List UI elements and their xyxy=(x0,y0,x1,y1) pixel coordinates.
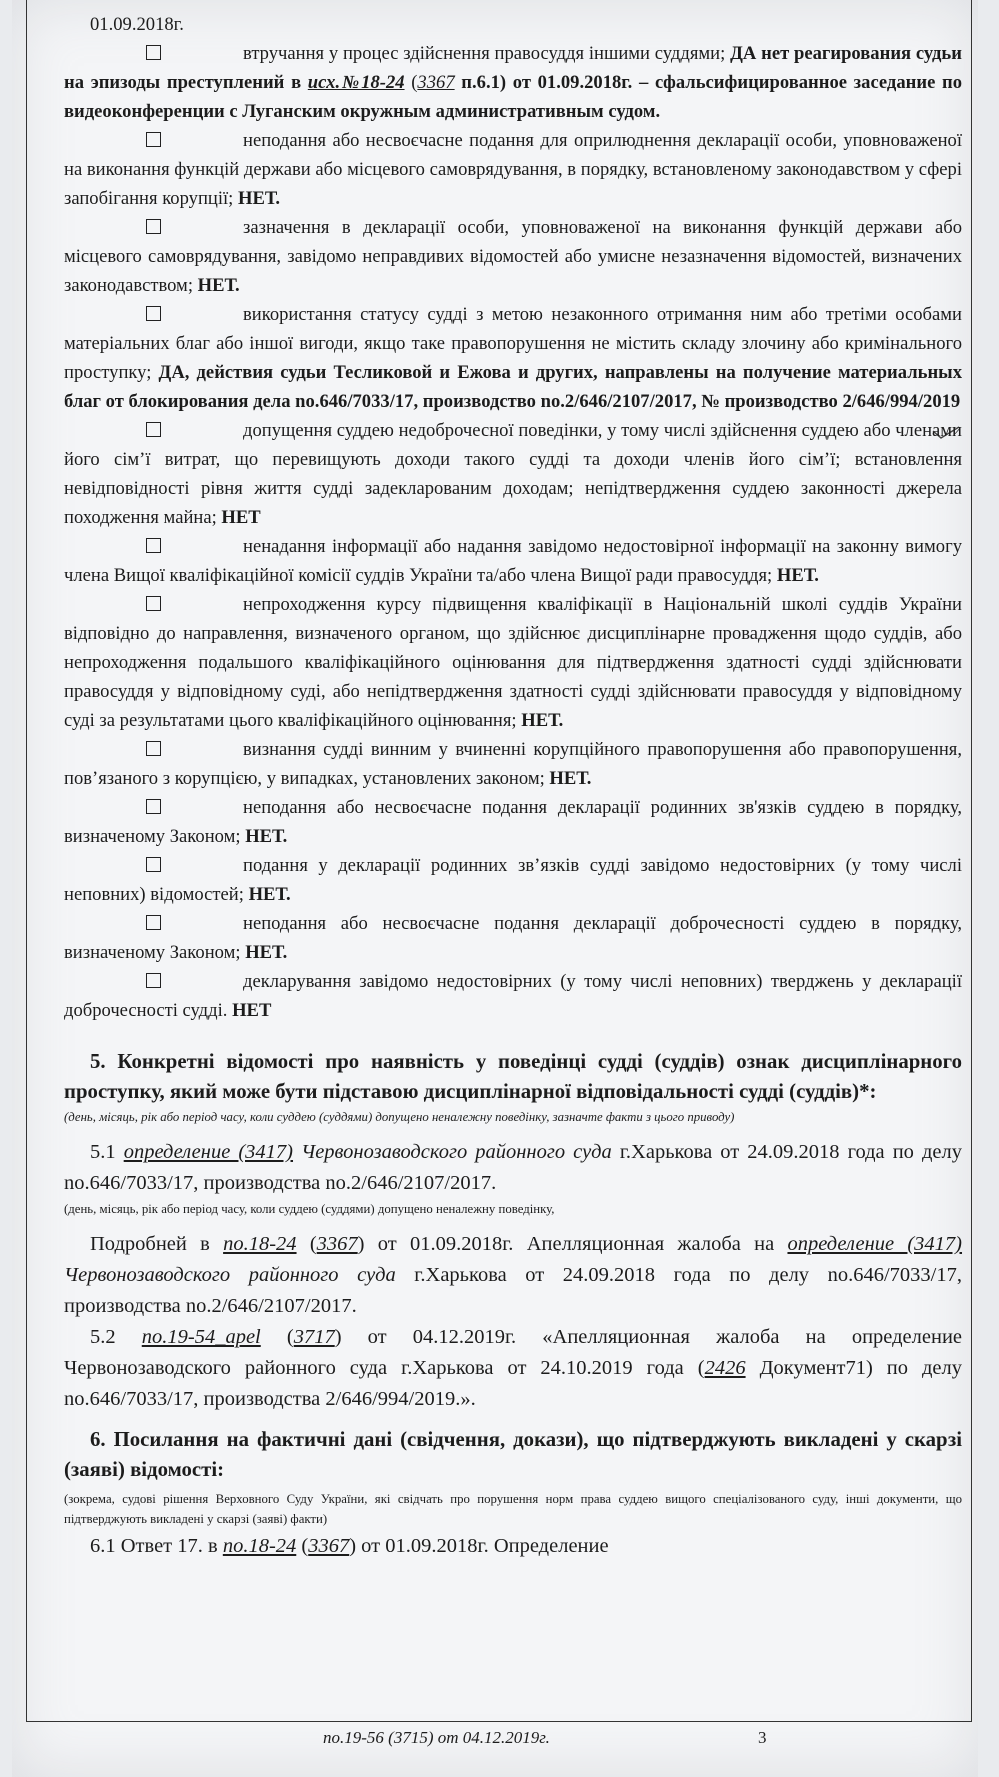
checkbox-icon[interactable] xyxy=(146,422,161,437)
section-6-title: 6. Посилання на фактичні дані (свідчення, докази), що підтверджують викладені у скарзі (заяві) відомості: xyxy=(64,1428,962,1481)
checkbox-item-1: втручання у процес здійснення правосуддя іншими суддями; ДА нет реагирования судьи на эпизоды преступлений в исх.№18-24 (3367 п.6.1) от 01.09.2018г. – сфальсифицированное заседание по видеоконференции с Луганским окружным административным судом. xyxy=(64,43,963,122)
doc-link: 3367 xyxy=(308,1535,350,1557)
section-5-2: 5.2 no.19-54_apel (3717) от 04.12.2019г. «Апелляционная жалоба на определение Червонозаводского районного суда г.Харькова от 24.10.2019 года (2426 Документ71) по делу no.646/7033/17, производства 2/646/994/2019.». xyxy=(64,1326,963,1410)
checkbox-item-3: зазначення в декларації особи, уповноваженої на виконання функцій держави або місцевого самоврядування, завідомо неправдивих відомостей або умисне незазначення відомостей, визначених законодавством; НЕТ. xyxy=(64,217,962,296)
section-5-1: 5.1 определение (3417) Червонозаводского районного суда г.Харькова от 24.09.2018 года по делу no.646/7033/17, производства no.2/646/2107/2017. xyxy=(64,1141,962,1194)
section-6-note: (зокрема, судові рішення Верховного Суду України, які свідчать про порушення норм права суддею вищого спеціалізованого суду, інші документи, що підтверджують викладені у скарзі (заяві) факти) xyxy=(64,1492,962,1526)
checkbox-icon[interactable] xyxy=(146,219,161,234)
checkbox-icon[interactable] xyxy=(146,596,161,611)
checkbox-item-4: використання статусу судді з метою незаконного отримання ним або третіми особами матеріальних благ або іншої вигоди, якщо таке правопорушення не містить складу злочину або кримінального проступку; ДА, действия судьи Тесликовой и Ежова и других, направлены на получение материальных благ от блокирования дела no.646/7033/17, производство no.2/646/2107/2017, № производство 2/646/994/2019 xyxy=(64,304,963,412)
doc-link: no.18-24 xyxy=(223,1233,297,1255)
checkbox-icon[interactable] xyxy=(146,799,161,814)
checkbox-icon[interactable] xyxy=(146,915,161,930)
section-5-note: (день, місяць, рік або період часу, коли суддею (суддями) допущено неналежну поведінку, зазначте факти з цього приводу) xyxy=(64,1110,735,1124)
section-6-1: 6.1 Ответ 17. в no.18-24 (3367) от 01.09.2018г. Определение xyxy=(90,1535,609,1557)
section-5-1-note: (день, місяць, рік або період часу, коли суддею (суддями) допущено неналежну поведінку, xyxy=(64,1202,555,1216)
checkbox-item-11: неподання або несвоєчасне подання декларації доброчесності суддею в порядку, визначеному Законом; НЕТ. xyxy=(64,913,962,963)
checkbox-icon[interactable] xyxy=(146,132,161,147)
checkbox-item-7: непроходження курсу підвищення кваліфікації в Національній школі суддів України відповідно до направлення, визначеного органом, що здійснює дисциплінарне провадження щодо суддів, або непроходження подальшого кваліфікаційного оцінювання для підтвердження здатності судді здійснювати правосуддя у відповідному суді, або непідтвердження здатності судді здійснювати правосуддя у відповідному суді за результатами цього кваліфікаційного оцінювання; НЕТ. xyxy=(64,594,962,731)
checkbox-item-9: неподання або несвоєчасне подання декларації родинних зв'язків суддею в порядку, визначеному Законом; НЕТ. xyxy=(64,797,962,847)
checkbox-icon[interactable] xyxy=(146,857,161,872)
doc-link: исх.№18-24 xyxy=(307,72,405,93)
doc-link: 3367 xyxy=(417,72,455,93)
doc-link: определение (3417) xyxy=(787,1233,963,1255)
doc-link: no.18-24 xyxy=(222,1535,297,1557)
top-date: 01.09.2018г. xyxy=(90,14,184,35)
document-body xyxy=(64,10,962,1562)
checkbox-icon[interactable] xyxy=(146,741,161,756)
doc-link: 2426 xyxy=(704,1357,746,1379)
checkbox-item-8: визнання судді винним у вчиненні корупційного правопорушення або правопорушення, пов’язаного з корупцією, у випадках, установлених законом; НЕТ. xyxy=(64,739,962,789)
checkbox-item-6: ненадання інформації або надання завідомо недостовірної інформації на законну вимогу члена Вищої кваліфікаційної комісії суддів України та/або члена Вищої ради правосуддя; НЕТ. xyxy=(64,536,962,586)
section-5-title: 5. Конкретні відомості про наявність у поведінці судді (суддів) ознак дисциплінарного проступку, який може бути підставою дисциплінарної відповідальності судді (суддів)*: xyxy=(64,1050,962,1103)
checkbox-item-5: допущення суддею недоброчесної поведінки, у тому числі здійснення суддею або членами його сім’ї витрат, що перевищують доходи такого судді та доходи членів його сім’ї; встановлення невідповідності рівня життя судді задекларованим доходам; непідтвердження суддею законності джерела походження майна; НЕТ xyxy=(64,420,962,528)
section-5-details: Подробней в no.18-24 (3367) от 01.09.2018г. Апелляционная жалоба на определение (3417) Червонозаводского районного суда г.Харькова от 24.09.2018 года по делу no.646/7033/17, производства no.2/646/2107/2017. xyxy=(64,1233,963,1317)
checkbox-icon[interactable] xyxy=(146,973,161,988)
doc-link: 3717 xyxy=(293,1326,335,1348)
checkbox-icon[interactable] xyxy=(146,306,161,321)
document-page xyxy=(12,0,978,1777)
doc-link: 3367 xyxy=(316,1233,358,1255)
checkbox-item-2: неподання або несвоєчасне подання для оприлюднення декларації особи, уповноваженої на виконання функцій держави або місцевого самоврядування, в порядку, встановленому законодавством у сфері запобігання корупції; НЕТ. xyxy=(64,130,962,209)
checkbox-item-12: декларування завідомо недостовірних (у тому числі неповних) тверджень у декларації доброчесності судді. НЕТ xyxy=(64,971,962,1021)
doc-link: no.19-54_apel xyxy=(141,1326,261,1348)
checkbox-item-10: подання у декларації родинних зв’язків судді завідомо недостовірних (у тому числі неповних) відомостей; НЕТ. xyxy=(64,855,962,905)
footer-reference: no.19-56 (3715) от 04.12.2019г. xyxy=(323,1728,550,1747)
checkbox-icon[interactable] xyxy=(146,538,161,553)
doc-link: определение (3417) xyxy=(123,1141,294,1163)
page-number: 3 xyxy=(758,1728,767,1747)
checkbox-icon[interactable] xyxy=(146,45,161,60)
